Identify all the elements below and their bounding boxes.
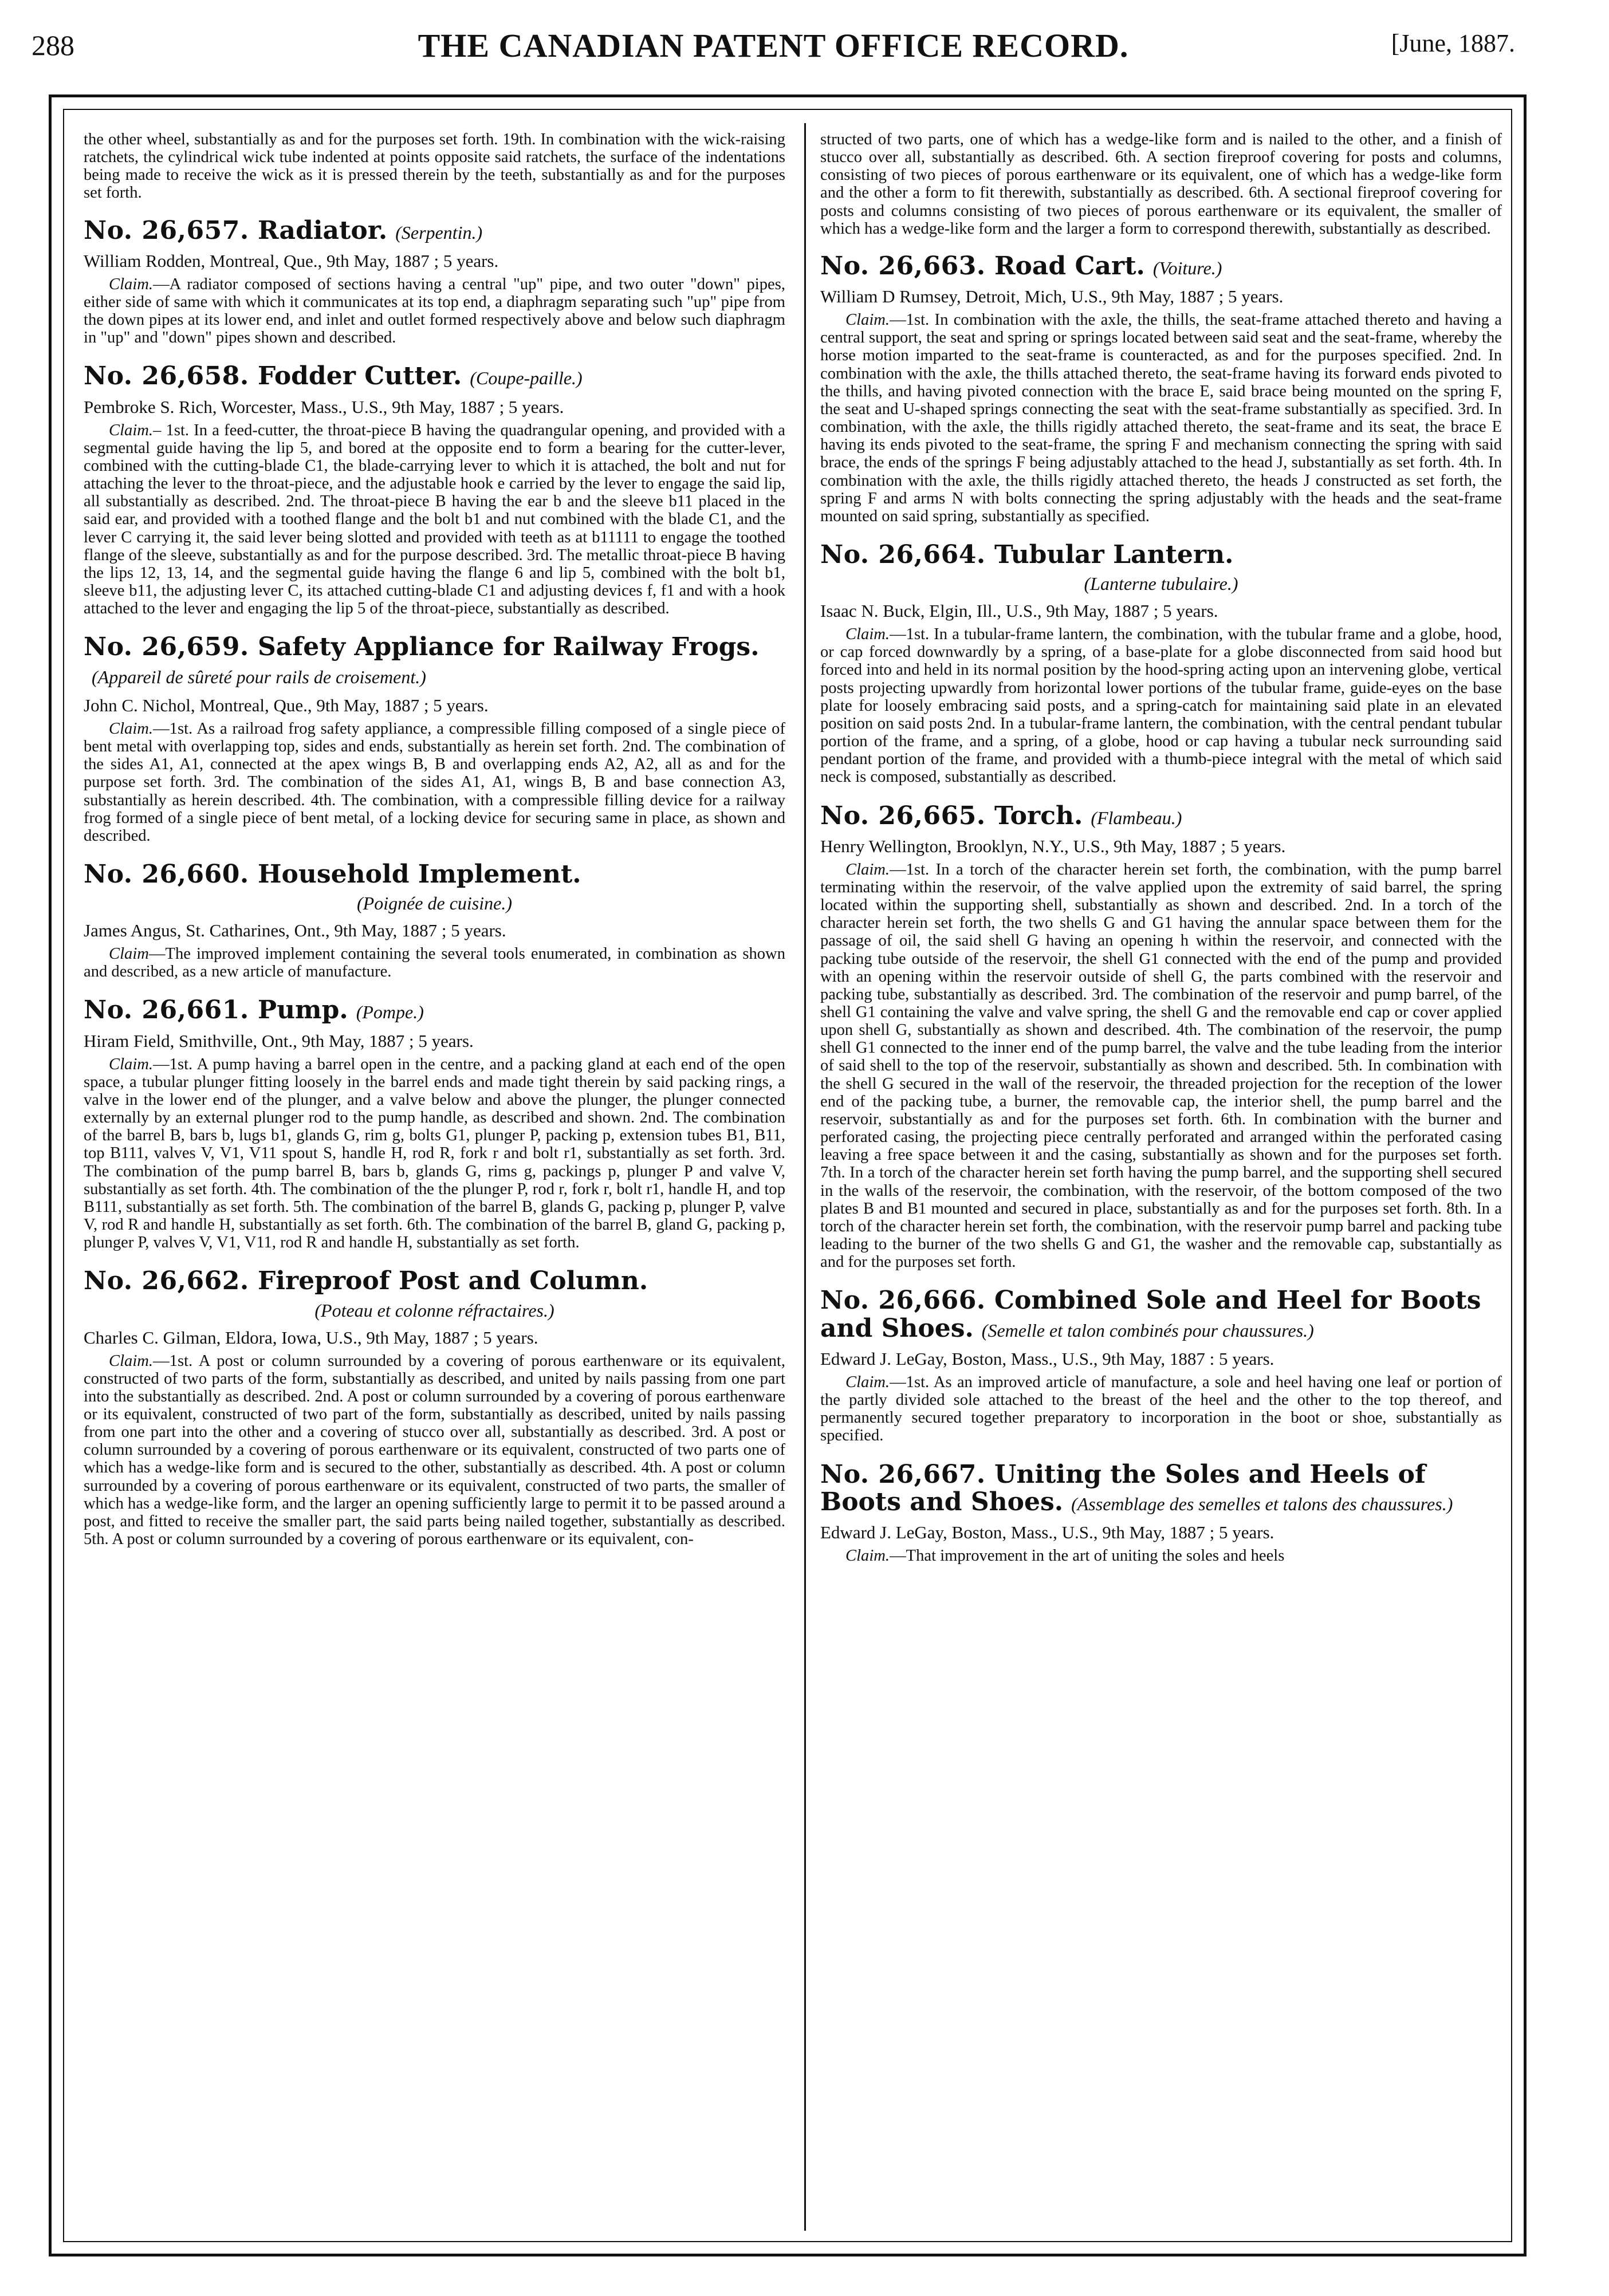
invention-name: Safety Appliance for Railway Frogs.	[257, 632, 760, 662]
patent-entry	[820, 802, 1502, 1271]
column-divider	[804, 123, 806, 2231]
patentee-line: Hiram Field, Smithville, Ont., 9th May, 1887 ; 5 years.	[84, 1030, 474, 1051]
patent-entry	[84, 217, 785, 347]
patent-number: No. 26,664.	[820, 539, 986, 569]
claim-label: Claim.	[109, 275, 154, 293]
patent-title	[820, 541, 1502, 569]
claim-text	[84, 1352, 785, 1549]
claim-body: —1st. As a railroad frog safety appliance, a compressible filling composed of a single piece of bent metal with overlapping top, sides and ends, substantially as herein set forth. 2nd. The combination of the sides A1, A1, connected at the apex wings B, B and overlapping ends A2, A2, all as and for the purpose set forth. 3rd. The combination of the sides A1, A1, wings B, B and base connection A3, substantially as herein described. 4th. The combination, with a compressible filling device for a railway frog formed of a single piece of bent metal, of a locking device for securing same in place, as shown and described.	[84, 719, 785, 845]
patentee-line: Edward J. LeGay, Boston, Mass., U.S., 9th May, 1887 : 5 years.	[820, 1349, 1274, 1369]
left-column	[84, 131, 785, 2230]
patent-title	[84, 363, 785, 390]
patent-number: No. 26,662.	[84, 1266, 249, 1296]
patent-number: No. 26,659.	[84, 632, 249, 662]
claim-text	[820, 625, 1502, 786]
french-title: (Coupe-paille.)	[470, 368, 583, 389]
patent-title	[84, 217, 785, 245]
invention-name: Combined Sole and Heel for Boots and Shoes.	[820, 1286, 1481, 1343]
invention-name: Fodder Cutter.	[257, 361, 462, 391]
left-entry-list	[84, 217, 785, 1549]
continued-claim-text: structed of two parts, one of which has a wedge-like form and is nailed to the other, and a finish of stucco over all, substantially as described. 6th. A section fireproof covering for posts and columns, consisting of two pieces of porous earthenware or its equivalent, one of which has a wedge-like form and the other a form to fit therewith, substantially as described. 6th. A sectional fireproof covering for posts and columns consisting of two pieces of porous earthenware or its equivalent, the smaller of which has a wedge-like form and the larger a form to correspond therewith, substantially as described.	[820, 131, 1502, 238]
french-title: (Voiture.)	[1152, 257, 1222, 278]
patent-title	[84, 1267, 785, 1295]
claim-text	[84, 720, 785, 845]
patent-title	[84, 861, 785, 888]
claim-label: Claim	[109, 945, 149, 963]
claim-body: —A radiator composed of sections having a central "up" pipe, and two outer "down" pipes, either side of same with which it communicates at its top end, a diaphragm separating such "up" pipe from the down pipes at its lower end, and inlet and outlet formed respectively above and below such diaphragm in "up" and "down" pipes shown and described.	[84, 275, 785, 347]
claim-label: Claim.	[109, 421, 154, 439]
patent-title	[820, 253, 1502, 280]
patentee-line: William Rodden, Montreal, Que., 9th May, 1887 ; 5 years.	[84, 251, 499, 271]
patent-entry	[820, 253, 1502, 525]
french-title: (Flambeau.)	[1091, 807, 1182, 828]
right-column	[820, 131, 1502, 2230]
french-title: (Pompe.)	[356, 1002, 424, 1023]
claim-body: —1st. In a torch of the character herein set forth, the combination, with the pump barrel terminating within the reservoir, of the valve applied upon the extremity of said barrel, the spring located within the supporting shell, substantially as shown and described. 2nd. In a torch of the character herein set forth, the two shells G and G1 having the annular space between them for the passage of oil, the said shell G having an opening h within the reservoir, and connected with the packing tube outside of the reservoir, the shell G1 connected with the end of the pump and provided with an opening within the reservoir outside of shell G, the parts combined with the reservoir and packing tube, substantially as described. 3rd. The combination of the reservoir and pump barrel, of the shell G1 containing the valve and valve spring, the shell G and the removable end cap or cover applied upon shell G, substantially as shown and described. 4th. The combination of the reservoir, the pump shell G1 connected to the inner end of the pump barrel, the valve and the tube leading from the interior of said shell to the top of the reservoir, substantially as shown and described. 5th. In combination with the shell G secured in the wall of the reservoir, the threaded projection for the reception of the lower end of the packing tube, a burner, the removable cap, the interior shell, the pump barrel and the reservoir, substantially as and for the purposes set forth. 6th. In combination with the burner and perforated casing, the projecting piece centrally perforated and arranged within the perforated casing leaving a free space between it and the casing, substantially as shown and for the purposes set forth. 7th. In a torch of the character herein set forth having the pump barrel, and the supporting shell secured in the walls of the reservoir, the combination, with the reservoir, of the bottom composed of the two plates B and B1 mounted and secured in place, substantially as and for the purposes set forth. 8th. In a torch of the character herein set forth, the combination, with the reservoir pump barrel and packing tube leading to the burner of the two shells G and G1, the washer and the removable cap, substantially as and for the purposes set forth.	[820, 860, 1502, 1271]
patent-number: No. 26,657.	[84, 215, 249, 245]
claim-body: —1st. A pump having a barrel open in the centre, and a packing gland at each end of the open space, a tubular plunger fitting loosely in the barrel ends and made tight therein by said packing rings, a valve in the lower end of the plunger, and a valve below and above the plunger, the plunger connected externally by an external plunger rod to the pump handle, as described and shown. 2nd. The combination of the barrel B, bars b, lugs b1, glands G, rim g, bolts G1, plunger P, packing p, extension tubes B1, B11, top B111, valves V, V1, V11 spout S, handle H, rod R, fork r and bolt r1, substantially as set forth. 3rd. The combination of the pump barrel B, bars b, glands G, rims g, packings p, plunger P and valve V, substantially as set forth. 4th. The combination of the the plunger P, rod r, fork r, bolt r1, handle H, and top B111, substantially as set forth. 5th. The combination of the barrel B, glands G, packing p, plunger P, valve V, rod R and handle H, substantially as set forth. 6th. The combination of the barrel B, gland G, packing p, plunger P, valves V, V1, V11, rod R and handle H, substantially as set forth.	[84, 1055, 785, 1252]
french-title: (Poteau et colonne réfractaires.)	[314, 1299, 554, 1321]
patent-number: No. 26,666.	[820, 1286, 986, 1316]
french-title: (Assemblage des semelles et talons des chaussures.)	[1071, 1493, 1453, 1514]
issue-date: [June, 1887.	[1391, 29, 1515, 57]
patentee-line: Henry Wellington, Brooklyn, N.Y., U.S., 9th May, 1887 ; 5 years.	[820, 836, 1286, 856]
invention-name: Pump.	[257, 995, 348, 1025]
invention-name: Road Cart.	[994, 251, 1145, 281]
invention-name: Household Implement.	[257, 859, 581, 889]
claim-label: Claim.	[845, 625, 890, 644]
claim-body: —1st. In combination with the axle, the thills, the seat-frame attached thereto and having a central support, the seat and spring or springs located between said seat and the seat-frame, whereby the horse motion imparted to the seat-frame is counteracted, as and for the purposes specified. 2nd. In combination with the axle, the thills attached thereto, the seat-frame having its forward ends pivoted to the thills, and having pivoted connection with the brace E, said brace being mounted on the spring F, the seat and U-shaped springs connecting the seat with the seat-frame substantially as specified. 3rd. In combination, with the axle, the thills rigidly attached thereto, the seat-frame and its seat, the brace E having its ends pivoted to the seat-frame, the spring F and mechanism connecting the spring with said brace, the ends of the springs F being adjustably attached to the head J, substantially as set forth. 4th. In combination with the axle, the thills rigidly attached thereto, the heads J constructed as set forth, the spring F and arms N with bolts connecting the spring adjustably with the heads and the seat-frame mounted on said spring, substantially as specified.	[820, 311, 1502, 525]
invention-name: Fireproof Post and Column.	[257, 1266, 648, 1296]
french-title: (Semelle et talon combinés pour chaussures.)	[981, 1320, 1314, 1341]
claim-body: —1st. In a tubular-frame lantern, the combination, with the tubular frame and a globe, hood, or cap forced downwardly by a spring, of a base-plate for a globe disconnected from said hood but forced into and held in its normal position by the hood-spring acting upon an intervening globe, vertical posts projecting upwardly from horizontal lower portions of the tubular frame, guide-eyes on the base plate for loosely embracing said posts, and a spring-catch for maintaining said plate in an elevated position on said posts 2nd. In a tubular-frame lantern, the combination, with the central pendant tubular portion of the frame, and a spring, of a globe, hood or cap having a tubular neck surrounding said pendant portion of the frame, and provided with a thumb-piece integral with the metal of which said neck is composed, substantially as described.	[820, 625, 1502, 786]
patent-entry	[84, 997, 785, 1251]
continued-claim-text: the other wheel, substantially as and for the purposes set forth. 19th. In combination with the wick-raising ratchets, the cylindrical wick tube indented at points opposite said ratchets, the surface of the indentations being made to receive the wick as it is pressed therein by the teeth, substantially as and for the purposes set forth.	[84, 131, 785, 202]
patent-entry	[820, 1461, 1502, 1565]
claim-text	[820, 1547, 1502, 1565]
patent-entry	[820, 541, 1502, 786]
claim-text	[84, 945, 785, 980]
journal-title: THE CANADIAN PATENT OFFICE RECORD.	[418, 27, 1129, 64]
patent-number: No. 26,661.	[84, 995, 249, 1025]
claim-label: Claim.	[845, 1373, 890, 1391]
claim-body: —1st. As an improved article of manufacture, a sole and heel having one leaf or portion of the partly divided sole attached to the breast of the heel and the other to the top thereof, and permanently secured together preparatory to incorporation in the boot or shoe, substantially as specified.	[820, 1373, 1502, 1445]
claim-body: —The improved implement containing the several tools enumerated, in combination as shown and described, as a new article of manufacture.	[84, 945, 785, 981]
patentee-line: John C. Nichol, Montreal, Que., 9th May, 1887 ; 5 years.	[84, 695, 489, 716]
invention-name: Radiator.	[257, 215, 388, 245]
patent-title	[820, 1287, 1502, 1342]
french-title: (Serpentin.)	[395, 222, 483, 243]
claim-body: —That improvement in the art of uniting the soles and heels	[890, 1547, 1285, 1565]
right-entry-list	[820, 253, 1502, 1565]
patentee-line: James Angus, St. Catharines, Ont., 9th May, 1887 ; 5 years.	[84, 920, 506, 941]
claim-text	[820, 311, 1502, 525]
claim-text	[84, 1056, 785, 1252]
french-title: (Appareil de sûreté pour rails de croisement.)	[92, 666, 426, 687]
patent-number: No. 26,660.	[84, 859, 249, 889]
page-header	[32, 24, 1515, 70]
patentee-line: William D Rumsey, Detroit, Mich, U.S., 9th May, 1887 ; 5 years.	[820, 286, 1284, 307]
patent-title	[820, 1461, 1502, 1517]
claim-body: —1st. A post or column surrounded by a covering of porous earthenware or its equivalent, constructed of two parts of the form, substantially as described, and united by nails passing from one part into the substantially as described. 2nd. A post or column surrounded by a covering of porous earthenware or its equivalent, constructed of two part of the form, substantially as described, united by nails passing from one part into the other and a covering of stucco over all, substantially as described. 3rd. A post or column surrounded by a covering of porous earthenware or its equivalent, constructed of two parts one of which has a wedge-like form and is secured to the other, substantially as described. 4th. A post or column surrounded by a covering of porous earthenware or its equivalent, constructed of two parts, the smaller of which has a wedge-like form, and the larger an opening sufficiently large to permit it to be passed around a post, and fitted to receive the smaller part, the said parts being nailed together, substantially as described. 5th. A post or column surrounded by a covering of porous earthenware or its equivalent, con-	[84, 1352, 785, 1549]
patent-number: No. 26,667.	[820, 1459, 986, 1489]
patent-title	[84, 997, 785, 1024]
patent-entry	[84, 1267, 785, 1548]
claim-body: – 1st. In a feed-cutter, the throat-piece B having the quadrangular opening, and provided with a segmental guide having the lip 5, and bored at the opposite end to form a bearing for the cutter-lever, combined with the cutting-blade C1, the blade-carrying lever to which it is attached, the bolt and nut for attaching the lever to the throat-piece, and the adjustable hook e carried by the lever to engage the said lip, all substantially as described. 2nd. The throat-piece B having the ear b and the sleeve b11 placed in the said ear, and provided with a toothed flange and the bolt b1 and nut combined with the blade C1, and the lever C carrying it, the said lever being slotted and provided with teeth as at b11111 to engage the toothed flange of the sleeve, substantially as and for the purpose described. 3rd. The metallic throat-piece B having the lips 12, 13, 14, and the segmental guide having the flange 6 and lip 5, combined with the bolt b1, sleeve b11, the adjusting lever C, its attached cutting-blade C1 and adjusting devices f, f1 and with a hook attached to the lever and engaging the lip 5 of the throat-piece, substantially as described.	[84, 421, 785, 618]
patent-title	[820, 802, 1502, 830]
claim-label: Claim.	[109, 1352, 154, 1370]
patent-entry	[820, 1287, 1502, 1444]
claim-label: Claim.	[845, 860, 890, 879]
french-title: (Poignée de cuisine.)	[357, 893, 512, 914]
page-number: 288	[32, 29, 74, 61]
invention-name: Uniting the Soles and Heels of Boots and Shoes.	[820, 1459, 1426, 1517]
claim-text	[84, 275, 785, 347]
claim-text	[84, 422, 785, 618]
claim-label: Claim.	[109, 1055, 154, 1073]
french-title: (Lanterne tubulaire.)	[1084, 573, 1238, 594]
patent-number: No. 26,665.	[820, 801, 986, 830]
patent-number: No. 26,658.	[84, 361, 249, 391]
patent-entry	[84, 861, 785, 980]
claim-label: Claim.	[845, 1547, 890, 1565]
claim-label: Claim.	[845, 311, 890, 329]
patentee-line: Edward J. LeGay, Boston, Mass., U.S., 9th May, 1887 ; 5 years.	[820, 1522, 1274, 1543]
claim-text	[820, 1373, 1502, 1445]
claim-label: Claim.	[109, 719, 154, 738]
patent-entry	[84, 633, 785, 845]
patentee-line: Isaac N. Buck, Elgin, Ill., U.S., 9th May, 1887 ; 5 years.	[820, 601, 1218, 621]
patent-entry	[84, 363, 785, 617]
patent-title	[84, 633, 785, 689]
patent-number: No. 26,663.	[820, 251, 986, 281]
claim-text	[820, 861, 1502, 1271]
invention-name: Torch.	[994, 801, 1083, 830]
patentee-line: Charles C. Gilman, Eldora, Iowa, U.S., 9th May, 1887 ; 5 years.	[84, 1327, 538, 1348]
patentee-line: Pembroke S. Rich, Worcester, Mass., U.S., 9th May, 1887 ; 5 years.	[84, 396, 564, 417]
invention-name: Tubular Lantern.	[994, 539, 1234, 569]
